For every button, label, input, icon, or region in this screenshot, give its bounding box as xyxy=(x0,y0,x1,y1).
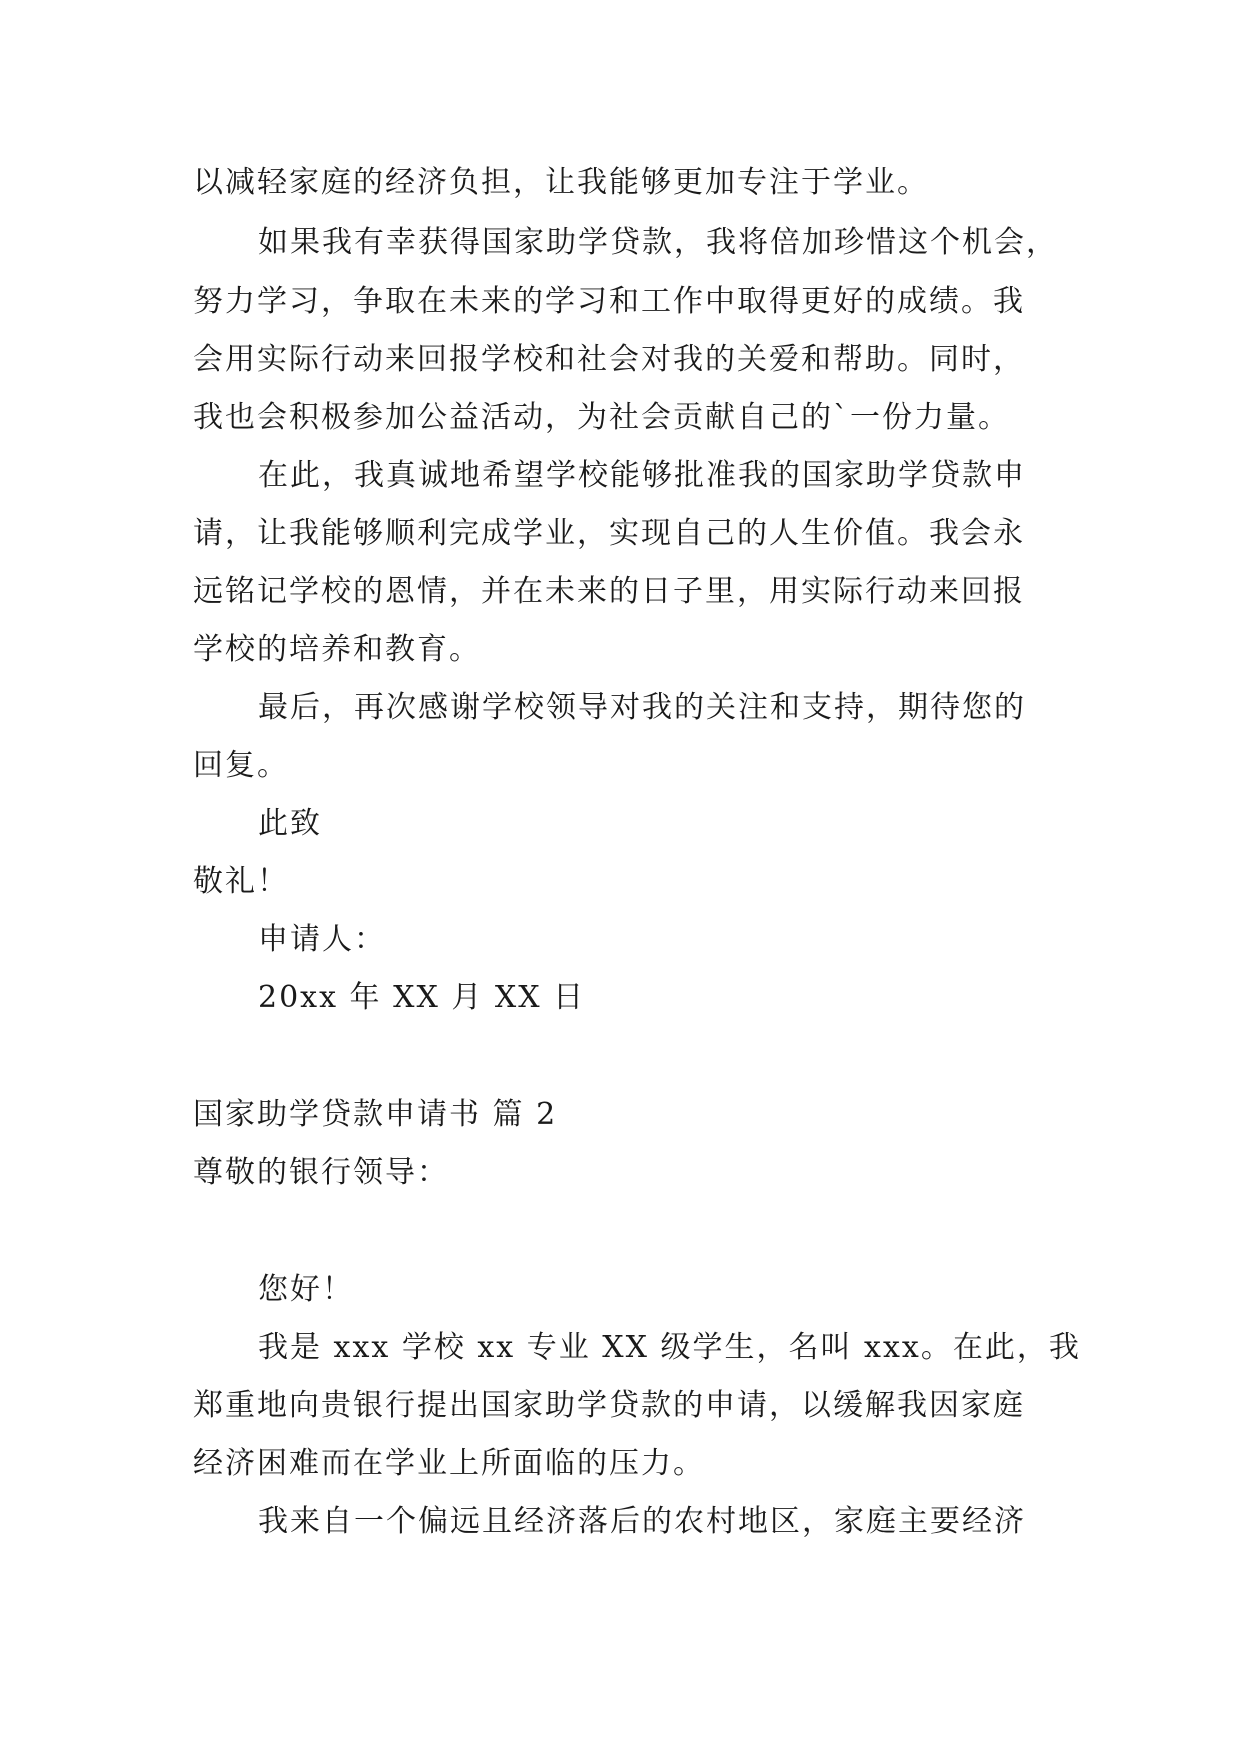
closing-regards: 敬礼！ xyxy=(193,864,289,899)
paragraph-line: 在此，我真诚地希望学校能够批准我的国家助学贷款申 xyxy=(258,458,1026,493)
paragraph-line: 经济困难而在学业上所面临的压力。 xyxy=(193,1446,705,1481)
applicant-label: 申请人： xyxy=(258,922,386,957)
paragraph-line: 以减轻家庭的经济负担，让我能够更加专注于学业。 xyxy=(193,165,929,200)
paragraph-line: 郑重地向贵银行提出国家助学贷款的申请，以缓解我因家庭 xyxy=(193,1388,1025,1423)
paragraph-line: 请，让我能够顺利完成学业，实现自己的人生价值。我会永 xyxy=(193,516,1025,551)
closing-salutation: 此致 xyxy=(258,806,322,841)
paragraph-line: 我来自一个偏远且经济落后的农村地区，家庭主要经济 xyxy=(258,1504,1026,1539)
paragraph-line: 回复。 xyxy=(193,748,289,783)
paragraph-line: 如果我有幸获得国家助学贷款，我将倍加珍惜这个机会， xyxy=(258,225,1058,260)
paragraph-line: 最后，再次感谢学校领导对我的关注和支持，期待您的 xyxy=(258,690,1026,725)
greeting: 您好！ xyxy=(258,1272,354,1307)
paragraph-line: 我也会积极参加公益活动，为社会贡献自己的`一份力量。 xyxy=(193,400,1010,435)
date-line: 20xx 年 XX 月 XX 日 xyxy=(258,980,586,1015)
paragraph-line: 努力学习，争取在未来的学习和工作中取得更好的成绩。我 xyxy=(193,284,1025,319)
paragraph-line: 我是 xxx 学校 xx 专业 XX 级学生，名叫 xxx。在此，我 xyxy=(258,1330,1081,1365)
section-heading: 国家助学贷款申请书 篇 2 xyxy=(193,1097,558,1132)
paragraph-line: 学校的培养和教育。 xyxy=(193,632,481,667)
paragraph-line: 远铭记学校的恩情，并在未来的日子里，用实际行动来回报 xyxy=(193,574,1025,609)
paragraph-line: 会用实际行动来回报学校和社会对我的关爱和帮助。同时， xyxy=(193,342,1025,377)
greeting-addressee: 尊敬的银行领导： xyxy=(193,1155,449,1190)
